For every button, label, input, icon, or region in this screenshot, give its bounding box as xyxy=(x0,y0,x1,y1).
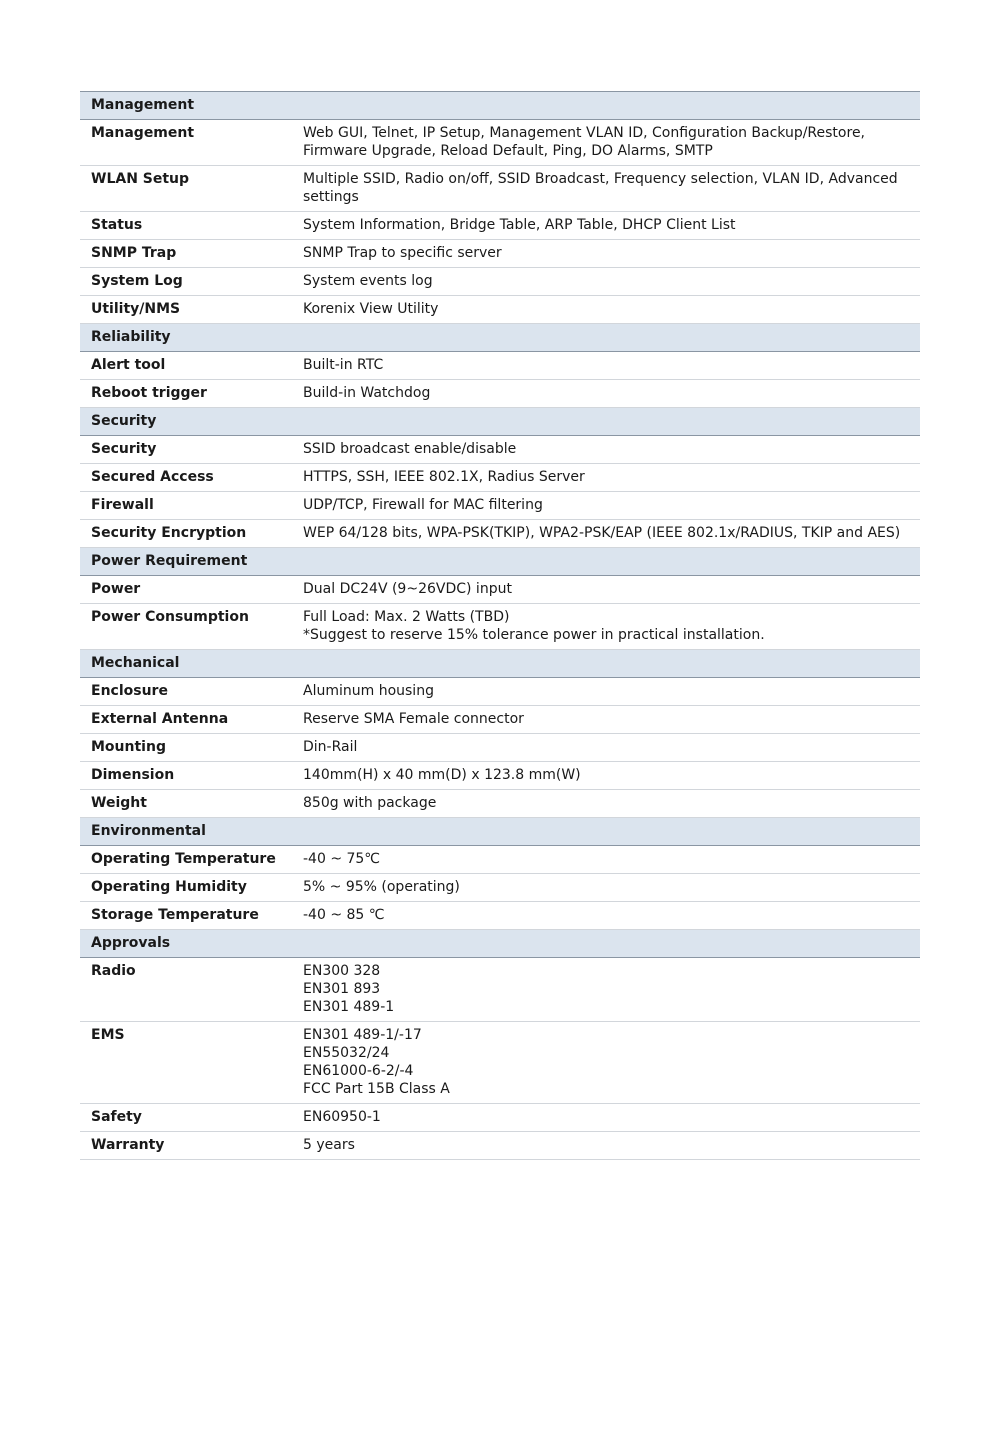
spec-value: UDP/TCP, Firewall for MAC filtering xyxy=(303,497,543,513)
section-header-management xyxy=(80,92,920,120)
spec-row-ems xyxy=(80,1022,920,1104)
spec-value: Korenix View Utility xyxy=(303,301,439,317)
spec-row-wlan-setup xyxy=(80,166,920,212)
spec-row-mounting xyxy=(80,734,920,762)
spec-value: Din-Rail xyxy=(303,739,358,755)
spec-row-status xyxy=(80,212,920,240)
section-header-approvals xyxy=(80,930,920,958)
section-title: Reliability xyxy=(91,329,171,345)
spec-label: Storage Temperature xyxy=(91,907,259,923)
section-title: Approvals xyxy=(91,935,171,951)
spec-row-storage-temperature xyxy=(80,902,920,930)
spec-row-dimension xyxy=(80,762,920,790)
spec-row-security xyxy=(80,436,920,464)
section-title: Management xyxy=(91,97,195,113)
spec-label: Security Encryption xyxy=(91,525,247,541)
section-title: Power Requirement xyxy=(91,553,248,569)
spec-value: HTTPS, SSH, IEEE 802.1X, Radius Server xyxy=(303,469,585,485)
spec-row-management xyxy=(80,120,920,166)
spec-label: Reboot trigger xyxy=(91,385,207,401)
spec-value: 5 years xyxy=(303,1137,355,1153)
spec-label: Weight xyxy=(91,795,147,811)
spec-row-operating-humidity xyxy=(80,874,920,902)
spec-label: Status xyxy=(91,217,143,233)
spec-value: Web GUI, Telnet, IP Setup, Management VLAN ID, Configuration Backup/Restore, Firmware Upgrade, Reload Default, Ping, DO Alarms, SMTP xyxy=(303,125,866,159)
spec-value: Reserve SMA Female connector xyxy=(303,711,524,727)
spec-value: SSID broadcast enable/disable xyxy=(303,441,517,457)
spec-label: EMS xyxy=(91,1027,125,1043)
spec-label: Radio xyxy=(91,963,136,979)
section-header-security xyxy=(80,408,920,436)
spec-row-firewall xyxy=(80,492,920,520)
spec-label: WLAN Setup xyxy=(91,171,190,187)
spec-label: SNMP Trap xyxy=(91,245,177,261)
spec-value: 140mm(H) x 40 mm(D) x 123.8 mm(W) xyxy=(303,767,581,783)
spec-row-weight xyxy=(80,790,920,818)
spec-value: Full Load: Max. 2 Watts (TBD) *Suggest to reserve 15% tolerance power in practical installation. xyxy=(303,609,765,643)
spec-value: Built-in RTC xyxy=(303,357,384,373)
spec-label: Operating Temperature xyxy=(91,851,276,867)
spec-label: Management xyxy=(91,125,195,141)
section-title: Security xyxy=(91,413,157,429)
spec-row-security-encryption xyxy=(80,520,920,548)
spec-label: Security xyxy=(91,441,157,457)
spec-row-secured-access xyxy=(80,464,920,492)
section-title: Environmental xyxy=(91,823,206,839)
spec-value: WEP 64/128 bits, WPA-PSK(TKIP), WPA2-PSK/EAP (IEEE 802.1x/RADIUS, TKIP and AES) xyxy=(303,525,901,541)
spec-label: Warranty xyxy=(91,1137,165,1153)
spec-label: Alert tool xyxy=(91,357,166,373)
spec-label: Enclosure xyxy=(91,683,168,699)
spec-row-safety xyxy=(80,1104,920,1132)
spec-row-system-log xyxy=(80,268,920,296)
spec-value: System Information, Bridge Table, ARP Table, DHCP Client List xyxy=(303,217,736,233)
spec-label: Firewall xyxy=(91,497,154,513)
spec-row-power-consumption xyxy=(80,604,920,650)
section-header-power-requirement xyxy=(80,548,920,576)
spec-row-power xyxy=(80,576,920,604)
spec-row-warranty xyxy=(80,1132,920,1160)
section-title: Mechanical xyxy=(91,655,180,671)
spec-value: Multiple SSID, Radio on/off, SSID Broadcast, Frequency selection, VLAN ID, Advanced settings xyxy=(303,171,898,205)
spec-value: EN60950-1 xyxy=(303,1109,381,1125)
spec-value: Dual DC24V (9~26VDC) input xyxy=(303,581,512,597)
spec-value: EN300 328 EN301 893 EN301 489-1 xyxy=(303,963,395,1015)
spec-label: External Antenna xyxy=(91,711,229,727)
spec-label: Safety xyxy=(91,1109,142,1125)
spec-label: Mounting xyxy=(91,739,166,755)
spec-row-enclosure xyxy=(80,678,920,706)
spec-value: 5% ~ 95% (operating) xyxy=(303,879,460,895)
spec-row-radio xyxy=(80,958,920,1022)
spec-value: 850g with package xyxy=(303,795,437,811)
section-header-reliability xyxy=(80,324,920,352)
spec-value: -40 ~ 75℃ xyxy=(303,851,381,867)
spec-label: Secured Access xyxy=(91,469,214,485)
spec-label: System Log xyxy=(91,273,183,289)
spec-row-external-antenna xyxy=(80,706,920,734)
spec-row-snmp-trap xyxy=(80,240,920,268)
spec-label: Dimension xyxy=(91,767,175,783)
spec-label: Power Consumption xyxy=(91,609,249,625)
spec-label: Power xyxy=(91,581,141,597)
spec-value: -40 ~ 85 ℃ xyxy=(303,907,385,923)
spec-row-alert-tool xyxy=(80,352,920,380)
spec-table xyxy=(80,91,920,1160)
spec-value: SNMP Trap to specific server xyxy=(303,245,502,261)
spec-value: Aluminum housing xyxy=(303,683,434,699)
section-header-environmental xyxy=(80,818,920,846)
spec-value: EN301 489-1/-17 EN55032/24 EN61000-6-2/-4 FCC Part 15B Class A xyxy=(303,1027,450,1097)
section-header-mechanical xyxy=(80,650,920,678)
spec-label: Operating Humidity xyxy=(91,879,247,895)
spec-row-operating-temperature xyxy=(80,846,920,874)
spec-value: System events log xyxy=(303,273,433,289)
spec-label: Utility/NMS xyxy=(91,301,181,317)
spec-value: Build-in Watchdog xyxy=(303,385,431,401)
spec-row-utility-nms xyxy=(80,296,920,324)
spec-row-reboot-trigger xyxy=(80,380,920,408)
